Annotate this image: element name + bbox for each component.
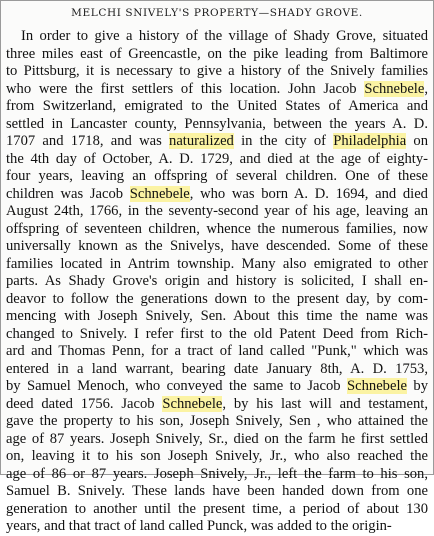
text-run: deed dated 1756. Jacob [6,395,163,412]
text-line [6,151,428,169]
search-highlight: Schnebele [347,378,407,394]
text-run: on, leaving it to his son Joseph Snively, Jr., who also reached the [6,448,428,464]
text-run: on [406,133,429,149]
text-line [6,63,428,81]
text-run: , [424,80,428,97]
text-line [6,361,428,379]
text-line [6,501,428,519]
text-line [6,326,428,344]
text-run: in the city of [233,133,334,149]
text-run: three miles east of Greencastle, on the pike leading from Baltimore [6,45,428,62]
text-line [6,343,428,361]
text-line [6,238,428,256]
text-run: , by his last will and testament, [222,395,429,412]
text-run: Samuel B. Snively. These lands have been handed down from one [6,483,428,499]
text-run: entered in a land warrant, bearing date January 8th, A. D. 1753, [6,360,428,377]
search-highlight: Schnebele [364,80,425,97]
text-line [6,168,428,186]
text-run: generation to another until the present time, a period of about 130 [6,500,428,517]
text-run: who were the first settlers of this location. John Jacob [6,80,365,97]
text-line [6,116,428,134]
text-run: offspring of seventeen children, whence the numerous families, now [6,220,428,237]
text-run: age of 86 or 87 years. Joseph Snively, Jr., left the farm to his son, [6,465,428,482]
text-run: changed to Snively. I refer first to the old Patent Deed from Rich- [6,325,428,342]
text-run: by Samuel Menoch, who conveyed the same to Jacob [6,378,347,394]
text-line [6,221,428,239]
text-line [6,518,428,536]
text-run: mencing with Joseph Snively, Sen. About this time the name was [6,308,428,324]
text-run: deavor to follow the generations down to the present day, by com- [6,290,428,307]
text-run: In order to give a history of the village of Shady Grove, situated [21,28,428,44]
text-line [6,396,428,414]
text-line [6,186,428,204]
text-run: settled in Lancaster county, Pennsylvania, between the years A. D. [6,115,428,132]
text-line [6,308,428,326]
text-run: to Pittsburg, it is necessary to give a history of the Snively families [6,63,428,79]
text-run: August 24th, 1766, in the seventy-second year of his age, leaving an [6,203,428,219]
text-run: by [406,378,428,394]
text-line [6,256,428,274]
text-line [6,378,428,396]
document-body [6,28,428,536]
text-line [6,46,428,64]
search-highlight: naturalized [169,133,234,149]
text-line [6,81,428,99]
text-run: from Switzerland, emigrated to the United States of America and [6,98,428,114]
text-line [6,431,428,449]
text-run: 1707 and 1718, and was [6,133,170,149]
text-line [6,203,428,221]
text-line [6,291,428,309]
text-line [6,28,428,46]
search-highlight: Schnebele [129,185,190,202]
text-run: , who was born A. D. 1694, and died [189,185,428,202]
search-highlight: Schnebele [162,395,223,412]
text-run: families located in Antrim township. Many also emigrated to other [6,255,428,272]
text-line [6,98,428,116]
text-run: age of 87 years. Joseph Snively, Sr., died on the farm he first settled [6,430,428,447]
page-title: MELCHI SNIVELY'S PROPERTY—SHADY GROVE. [71,7,363,19]
text-run: universally known as the Snivelys, have descended. Some of these [6,238,428,254]
text-run: children was Jacob [6,185,130,202]
text-line [6,273,428,291]
text-line [6,133,428,151]
text-run: four years, leaving an offspring of several children. One of these [6,168,428,184]
search-highlight: Philadelphia [333,133,407,149]
text-line [6,448,428,466]
text-run: years, and that tract of land called Punck, was added to the origin- [6,518,392,534]
text-run: the 4th day of October, A. D. 1729, and died at the age of eighty- [6,150,428,167]
text-run: ard and Thomas Penn, for a tract of land called "Punk," which was [6,343,428,359]
text-line [6,466,428,484]
text-run: parts. As Shady Grove's origin and history is solicited, I shall en- [6,273,428,289]
text-run: gave the property to his son, Joseph Snively, Sen , who attained the [6,413,428,429]
text-line [6,483,428,501]
text-line [6,413,428,431]
